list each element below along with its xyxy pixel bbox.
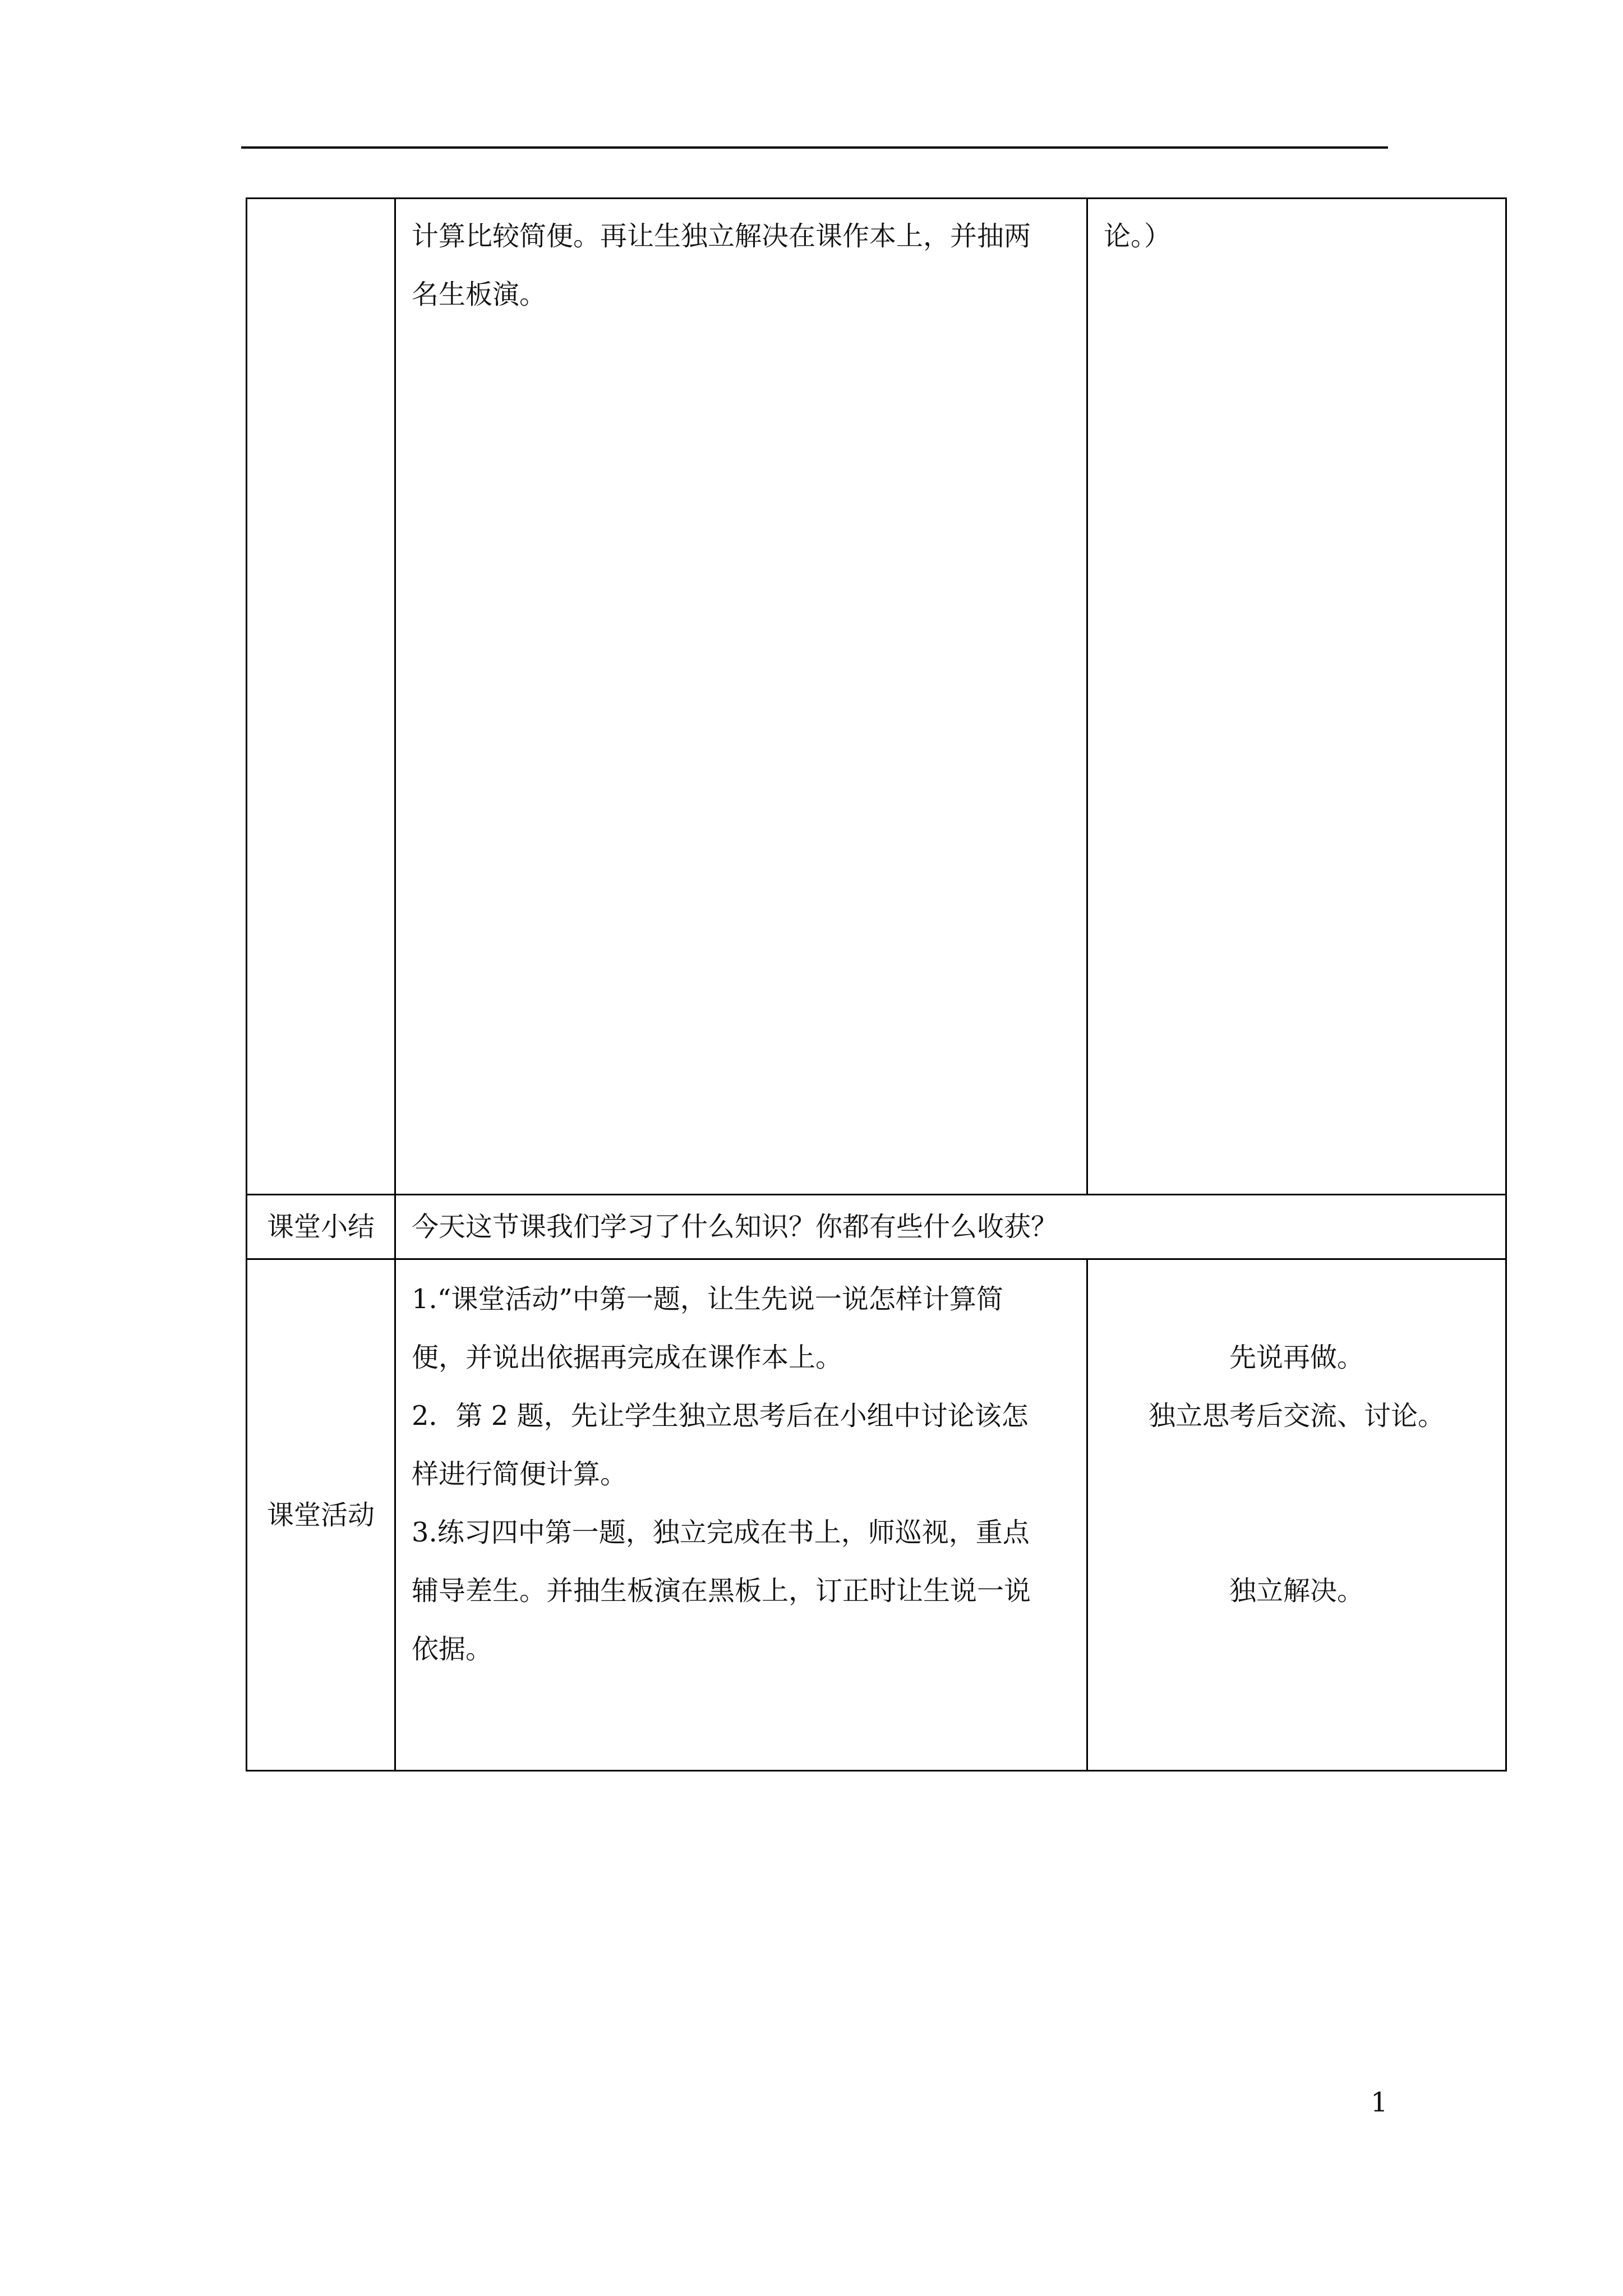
content-line: 便，并说出依据再完成在课作本上。 <box>412 1342 843 1373</box>
table-row <box>247 1259 1506 1771</box>
row-label-summary: 课堂小结 <box>247 1195 395 1259</box>
note-cell <box>1087 199 1506 1195</box>
content-line: 计算比较简便。再让生独立解决在课作本上，并抽两 <box>412 220 1031 252</box>
content-line: 辅导差生。并抽生板演在黑板上，订正时让生说一说 <box>412 1575 1031 1607</box>
note-line: 独立解决。 <box>1229 1575 1364 1607</box>
content-line: 样进行简便计算。 <box>412 1458 628 1490</box>
content-line: 依据。 <box>412 1634 493 1665</box>
note-line: 先说再做。 <box>1229 1342 1364 1373</box>
content-cell <box>395 199 1087 1195</box>
activity-content <box>395 1259 1087 1771</box>
activity-notes <box>1087 1259 1506 1771</box>
table-row <box>247 1195 1506 1259</box>
content-line: 2．第 2 题，先让学生独立思考后在小组中讨论该怎 <box>412 1400 1029 1432</box>
lesson-table <box>246 197 1507 1772</box>
content-line: 3.练习四中第一题，独立完成在书上，师巡视，重点 <box>412 1517 1030 1548</box>
content-line: 1.“课堂活动”中第一题，让生先说一说怎样计算简 <box>412 1283 1003 1315</box>
page-number: 1 <box>1371 2087 1388 2118</box>
note-line: 论。） <box>1104 220 1172 252</box>
content-line: 名生板演。 <box>412 279 547 310</box>
table-row <box>247 199 1506 1195</box>
row-label-activity: 课堂活动 <box>247 1259 395 1771</box>
summary-content: 今天这节课我们学习了什么知识？你都有些什么收获？ <box>395 1195 1506 1259</box>
note-line: 独立思考后交流、讨论。 <box>1148 1400 1445 1432</box>
row-label-cell <box>247 199 395 1195</box>
header-rule <box>241 146 1388 149</box>
